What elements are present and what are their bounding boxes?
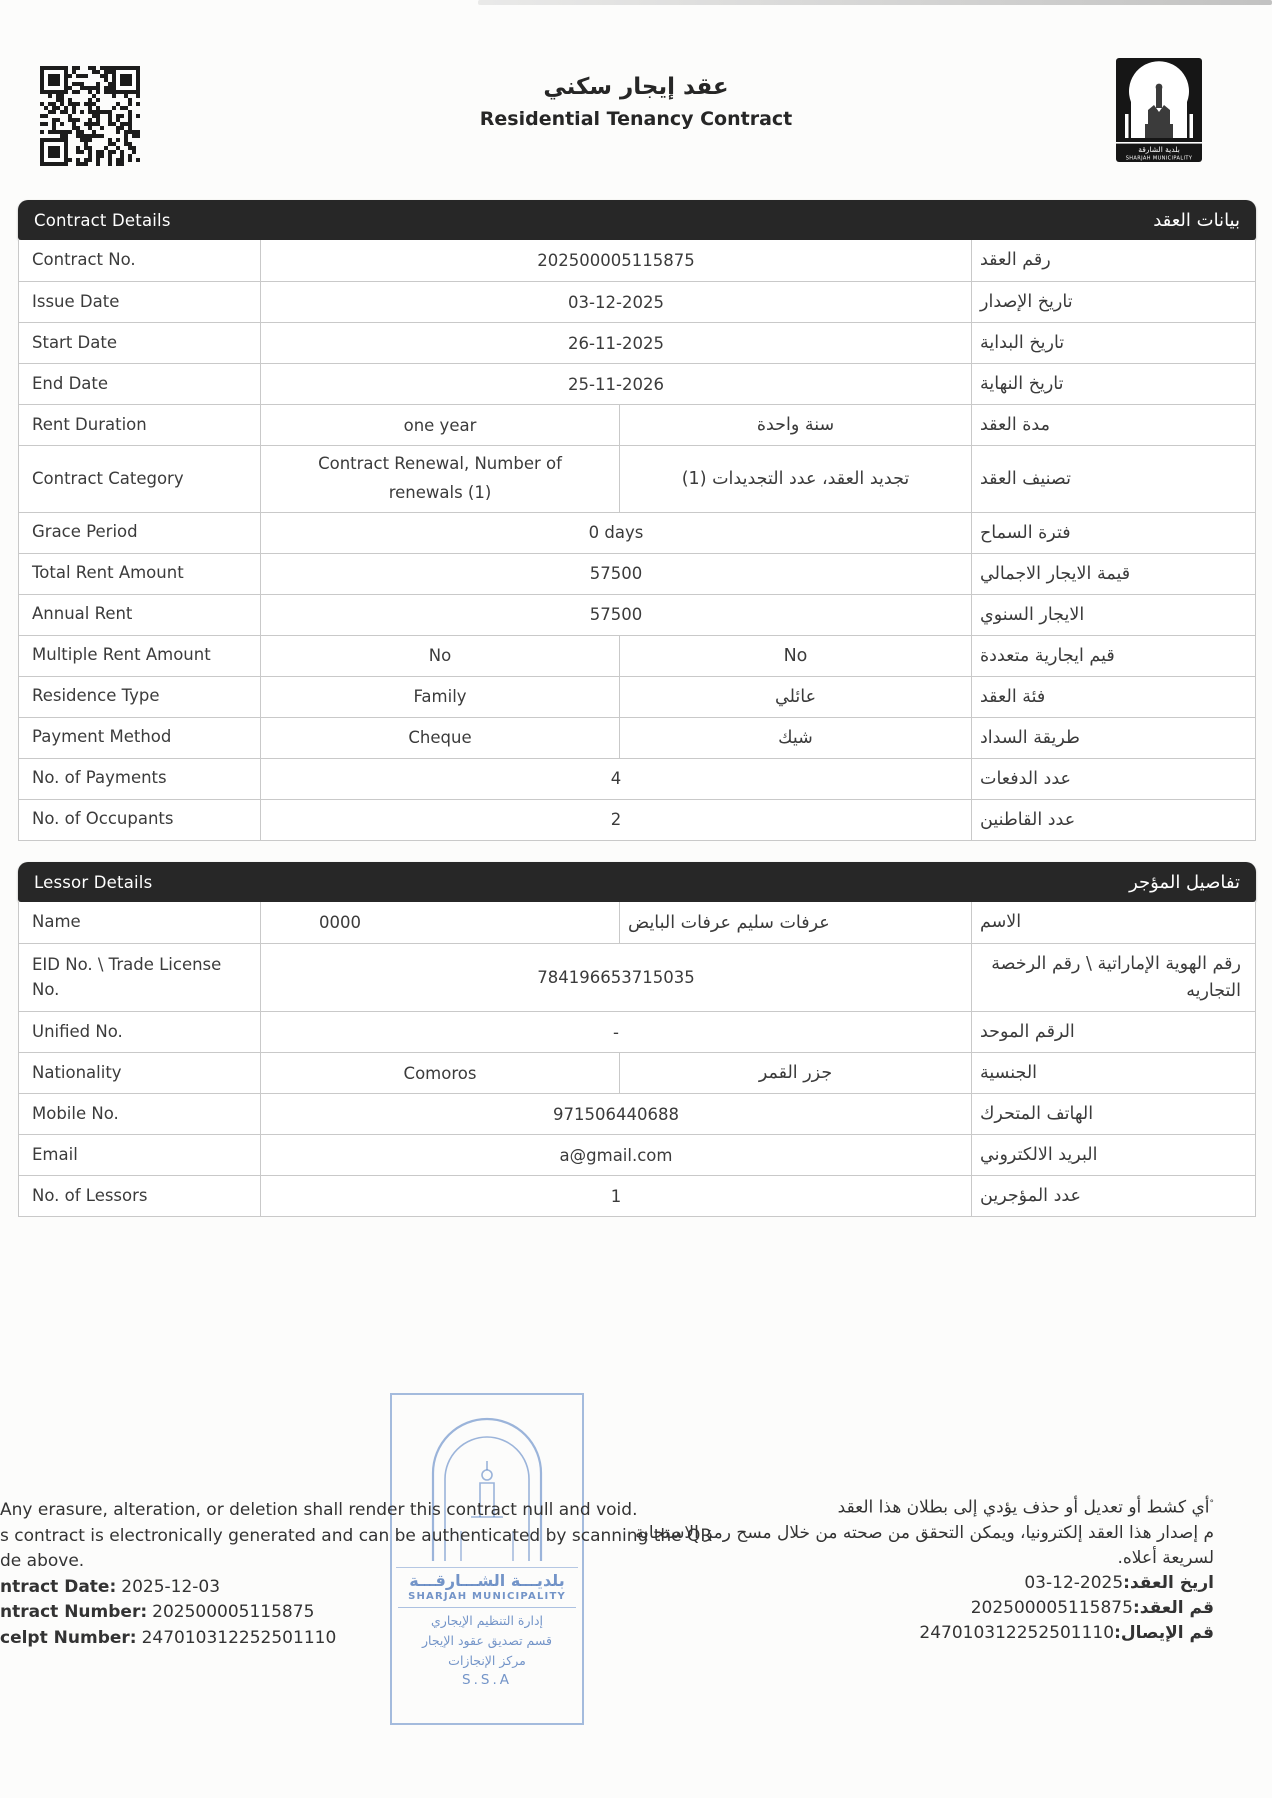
footer-contract-date — [0, 1575, 540, 1601]
footer-note-line: م إصدار هذا العقد إلكترونيا، ويمكن التحقق من صحته من خلال مسح رمز الاستجابة — [635, 1522, 1214, 1543]
row-end-date — [19, 363, 1255, 404]
value-ar: شيك — [778, 727, 813, 748]
row-start-date — [19, 322, 1255, 363]
value: 03-12-2025 — [568, 292, 664, 312]
row-unified-no — [19, 1011, 1255, 1052]
section-title-arabic: تفاصيل المؤجر — [1129, 871, 1240, 893]
footer-contract-number-ar — [614, 1596, 1214, 1621]
label-en: No. of Lessors — [19, 1176, 261, 1216]
label-ar: تاريخ الإصدار — [971, 282, 1255, 322]
label-en: Issue Date — [19, 282, 261, 322]
field-value: 2025-12-03 — [1024, 1572, 1124, 1593]
value-en: No — [261, 636, 620, 676]
label-en: No. of Occupants — [19, 800, 261, 840]
row-contract-category — [19, 445, 1255, 512]
row-eid-trade-license — [19, 943, 1255, 1011]
label-ar: الايجار السنوي — [971, 595, 1255, 635]
footer-notes-english — [0, 1498, 713, 1651]
label-ar: قيمة الايجار الاجمالي — [971, 554, 1255, 594]
label-en: Start Date — [19, 323, 261, 363]
row-multiple-rent-amount — [19, 635, 1255, 676]
value-ar: عائلي — [774, 686, 817, 707]
field-label: قم العقد: — [1132, 1597, 1214, 1618]
stamp-line-ssa: S.S.A — [462, 1672, 512, 1689]
page-title-arabic: عقد إيجار سكني — [543, 74, 729, 100]
value-en: Cheque — [261, 718, 620, 758]
row-total-rent-amount — [19, 553, 1255, 594]
label-en: Annual Rent — [19, 595, 261, 635]
value: 25-11-2026 — [568, 374, 664, 394]
value: 57500 — [589, 564, 643, 584]
logo-english-name: SHARJAH MUNICIPALITY — [1125, 155, 1193, 162]
label-ar: رقم الهوية الإماراتية \ رقم الرخصة التجاريه — [971, 944, 1255, 1011]
row-grace-period — [19, 512, 1255, 553]
value: 4 — [610, 769, 622, 789]
footer-note-line: Any erasure, alteration, or deletion shall render this contract null and void. — [0, 1500, 638, 1520]
label-en: End Date — [19, 364, 261, 404]
row-residence-type — [19, 676, 1255, 717]
label-ar: البريد الالكتروني — [971, 1135, 1255, 1175]
value: 1 — [610, 1186, 622, 1206]
section-title-english: Contract Details — [34, 210, 171, 230]
logo-arabic-name: بلدية الشارقة — [1138, 145, 1180, 154]
label-en: Multiple Rent Amount — [19, 636, 261, 676]
label-ar: فئة العقد — [971, 677, 1255, 717]
value: 971506440688 — [553, 1104, 679, 1124]
label-ar: مدة العقد — [971, 405, 1255, 445]
stamp-line-section: قسم تصديق عقود الإيجار — [422, 1633, 552, 1649]
row-email — [19, 1134, 1255, 1175]
contract-details-section — [18, 200, 1256, 841]
row-mobile-no — [19, 1093, 1255, 1134]
field-label: قم الإيصال: — [1114, 1622, 1214, 1643]
value: - — [613, 1022, 619, 1042]
value-ar: تجديد العقد، عدد التجديدات (1) — [681, 468, 910, 489]
label-en: Nationality — [19, 1053, 261, 1093]
value-en: one year — [261, 405, 620, 445]
stamp-line-department: إدارة التنظيم الإيجاري — [431, 1613, 543, 1629]
label-en: Email — [19, 1135, 261, 1175]
label-en: Name — [19, 902, 261, 943]
value-en: Contract Renewal, Number of renewals (1) — [261, 446, 620, 512]
section-title-english: Lessor Details — [34, 872, 153, 892]
field-label: اريخ العقد: — [1123, 1572, 1214, 1593]
stamp-line-center: مركز الإنجازات — [448, 1653, 526, 1669]
stamp-english-title: SHARJAH MUNICIPALITY — [408, 1591, 566, 1603]
footer-note-line: s contract is electronically generated and can be authenticated by scanning the QR — [0, 1525, 713, 1546]
row-no-of-lessors — [19, 1175, 1255, 1216]
label-ar: عدد القاطنين — [971, 800, 1255, 840]
row-contract-no — [19, 240, 1255, 281]
contract-details-table — [18, 240, 1256, 841]
row-no-of-payments — [19, 758, 1255, 799]
value: 0 days — [588, 523, 644, 543]
municipality-logo-svg — [1116, 58, 1202, 162]
row-nationality — [19, 1052, 1255, 1093]
field-label: celpt Number: — [0, 1627, 137, 1648]
row-issue-date — [19, 281, 1255, 322]
field-label: ntract Date: — [0, 1576, 117, 1597]
row-payment-method — [19, 717, 1255, 758]
value: 26-11-2025 — [568, 333, 664, 353]
label-ar: رقم العقد — [971, 240, 1255, 281]
label-en: No. of Payments — [19, 759, 261, 799]
label-ar: تاريخ النهاية — [971, 364, 1255, 404]
field-value: 2025-12-03 — [121, 1576, 221, 1597]
label-en: Grace Period — [19, 513, 261, 553]
label-en: Rent Duration — [19, 405, 261, 445]
lessor-details-section — [18, 862, 1256, 1217]
row-rent-duration — [19, 404, 1255, 445]
row-annual-rent — [19, 594, 1255, 635]
value-ar: جزر القمر — [758, 1063, 833, 1083]
section-title-arabic: بيانات العقد — [1153, 209, 1240, 231]
footer-receipt-number — [0, 1626, 540, 1652]
label-ar: طريقة السداد — [971, 718, 1255, 758]
label-en: EID No. \ Trade License No. — [19, 944, 261, 1011]
stamp-arabic-title: بلديـــة الشـــارقـــة — [396, 1567, 578, 1590]
value: 784196653715035 — [537, 968, 695, 987]
value-en: 0000 — [261, 902, 620, 943]
label-ar: الهاتف المتحرك — [971, 1094, 1255, 1134]
footer-notes-arabic — [614, 1492, 1214, 1646]
footer-receipt-number-ar — [614, 1621, 1214, 1646]
field-label: ntract Number: — [0, 1602, 148, 1622]
label-ar: تاريخ البداية — [971, 323, 1255, 363]
label-en: Total Rent Amount — [19, 554, 261, 594]
footer-note-line: لسريعة أعلاه. — [1117, 1547, 1214, 1568]
footer-note-line: °أي كشط أو تعديل أو حذف يؤدي إلى بطلان هذا العقد — [837, 1497, 1214, 1518]
field-value: 202500005115875 — [970, 1597, 1133, 1618]
label-en: Payment Method — [19, 718, 261, 758]
label-ar: قيم ايجارية متعددة — [971, 636, 1255, 676]
label-en: Contract No. — [19, 240, 261, 281]
footnote-mark: ° — [1209, 1499, 1214, 1509]
value: 57500 — [589, 605, 643, 625]
label-ar: فترة السماح — [971, 513, 1255, 553]
label-ar: تصنيف العقد — [971, 446, 1255, 512]
lessor-details-table — [18, 902, 1256, 1217]
footer-note-line: de above. — [0, 1551, 85, 1571]
contract-details-header-bar — [18, 200, 1256, 240]
lessor-details-header-bar — [18, 862, 1256, 902]
value: 2 — [610, 810, 622, 830]
label-ar: الاسم — [971, 902, 1255, 943]
value-en: Family — [261, 677, 620, 717]
label-en: Unified No. — [19, 1012, 261, 1052]
label-ar: عدد المؤجرين — [971, 1176, 1255, 1216]
footer-contract-date-ar — [614, 1571, 1214, 1596]
label-en: Residence Type — [19, 677, 261, 717]
label-ar: الرقم الموحد — [971, 1012, 1255, 1052]
label-en: Contract Category — [19, 446, 261, 512]
field-value: 247010312252501110 — [141, 1627, 337, 1648]
footer-contract-number — [0, 1600, 540, 1626]
field-value: 202500005115875 — [152, 1602, 315, 1622]
page-title-english: Residential Tenancy Contract — [479, 108, 793, 130]
value-en: Comoros — [261, 1053, 620, 1093]
field-value: 247010312252501110 — [919, 1622, 1115, 1643]
label-en: Mobile No. — [19, 1094, 261, 1134]
value-ar: سنة واحدة — [756, 415, 835, 435]
row-lessor-name — [19, 902, 1255, 943]
value: a@gmail.com — [559, 1145, 673, 1165]
sharjah-municipality-logo — [1116, 58, 1202, 162]
value-ar: عرفات سليم عرفات البايض — [628, 912, 830, 933]
row-no-of-occupants — [19, 799, 1255, 840]
scanner-artifact — [478, 0, 1272, 5]
label-ar: عدد الدفعات — [971, 759, 1255, 799]
value: 202500005115875 — [537, 251, 695, 270]
value-ar: No — [783, 645, 808, 666]
label-ar: الجنسية — [971, 1053, 1255, 1093]
